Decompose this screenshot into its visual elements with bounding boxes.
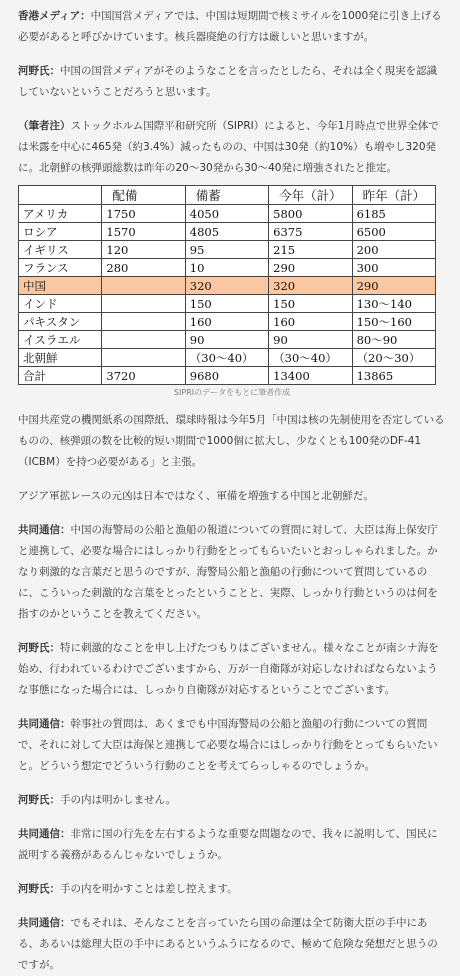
value-cell: 150 (269, 295, 352, 313)
statement-text: アジア軍拡レースの元凶は日本ではなく、軍備を増強する中国と北朝鮮だ。 (18, 490, 374, 502)
paragraph (18, 824, 446, 866)
table-caption: SIPRIのデータをもとに筆者作成 (173, 388, 291, 397)
value-cell: 10 (185, 259, 268, 277)
value-cell: 4805 (185, 223, 268, 241)
statement-text: 幹事社の質問は、あくまでも中国海警局の公船と漁船の行動についての質問で、それに対して大臣は海保と連携して必要な場合にはしっかり行動をとってもらいたいと。どういう想定でどういう行動のことを考えてらっしゃるのでしょうか。 (18, 718, 438, 772)
paragraph (18, 520, 446, 625)
paragraph (18, 790, 446, 811)
value-cell (102, 295, 185, 313)
value-cell: （30～40） (269, 349, 352, 367)
paragraph (18, 486, 446, 507)
body-section (18, 410, 446, 976)
country-cell: フランス (19, 259, 102, 277)
intro-section (18, 6, 446, 179)
value-cell: 290 (269, 259, 352, 277)
value-cell: 150～160 (352, 313, 435, 331)
paragraph (18, 714, 446, 777)
speaker-label: 河野氏： (18, 642, 60, 654)
value-cell: 4050 (185, 205, 268, 223)
value-cell: 320 (269, 277, 352, 295)
country-cell: インド (19, 295, 102, 313)
speaker-label: 河野氏： (18, 794, 60, 806)
statement-text: 手の内を明かすことは差し控えます。 (60, 883, 238, 895)
table-row (19, 277, 436, 295)
value-cell: 95 (185, 241, 268, 259)
value-cell: 300 (352, 259, 435, 277)
table-header-cell: 備蓄 (185, 186, 268, 205)
table-row (19, 205, 436, 223)
value-cell: 215 (269, 241, 352, 259)
table-header-row (19, 186, 436, 205)
country-cell: 中国 (19, 277, 102, 295)
value-cell (102, 331, 185, 349)
statement-text: 中国の国営メディアがそのようなことを言ったとしたら、それは全く現実を認識していないということだろうと思います。 (18, 65, 438, 98)
value-cell: 6375 (269, 223, 352, 241)
statement-text: 特に刺激的なことを申し上げたつもりはございません。様々なことが南シナ海を始め、行われているわけでございますから、万が一自衛隊が対応しなければならないような事態になった場合には、しっかり自衛隊が対応するということでございます。 (18, 642, 439, 696)
table-row (19, 259, 436, 277)
value-cell: 1570 (102, 223, 185, 241)
table-header-cell: 配備 (102, 186, 185, 205)
table-row (19, 349, 436, 367)
speaker-label: 河野氏： (18, 883, 60, 895)
value-cell: 90 (185, 331, 268, 349)
table-header-cell: 今年（計） (269, 186, 352, 205)
table-header-cell (19, 186, 102, 205)
speaker-label: （筆者注） (18, 120, 71, 132)
value-cell: 320 (185, 277, 268, 295)
table-header-cell: 昨年（計） (352, 186, 435, 205)
value-cell: （30～40） (185, 349, 268, 367)
table-row (19, 313, 436, 331)
country-cell: ロシア (19, 223, 102, 241)
paragraph (18, 638, 446, 701)
speaker-label: 共同通信： (18, 718, 71, 730)
value-cell (102, 277, 185, 295)
table-row (19, 295, 436, 313)
warhead-table (18, 185, 436, 385)
value-cell: 6500 (352, 223, 435, 241)
country-cell: 北朝鮮 (19, 349, 102, 367)
speaker-label: 河野氏： (18, 65, 60, 77)
value-cell: 13400 (269, 367, 352, 385)
value-cell: 150 (185, 295, 268, 313)
value-cell (102, 349, 185, 367)
value-cell: 160 (185, 313, 268, 331)
value-cell: 130～140 (352, 295, 435, 313)
speaker-label: 共同通信： (18, 524, 71, 536)
value-cell (102, 313, 185, 331)
value-cell: 9680 (185, 367, 268, 385)
statement-text: 中国国営メディアでは、中国は短期間で核ミサイルを1000発に引き上げる必要があると呼びかけています。核兵器廃絶の行方は厳しいと思いますが。 (18, 10, 442, 43)
table-row (19, 241, 436, 259)
table-row (19, 331, 436, 349)
country-cell: パキスタン (19, 313, 102, 331)
value-cell: 200 (352, 241, 435, 259)
table-row (19, 367, 436, 385)
value-cell: 90 (269, 331, 352, 349)
country-cell: 合計 (19, 367, 102, 385)
country-cell: イギリス (19, 241, 102, 259)
value-cell: （20～30） (352, 349, 435, 367)
statement-text: 中国共産党の機関紙系の国際紙、環球時報は今年5月「中国は核の先制使用を否定しているものの、核弾頭の数を比較的短い期間で1000個に拡大し、少なくとも100発のDF-41（ICBM）を持つ必要がある」と主張。 (18, 414, 445, 468)
table-body (19, 205, 436, 385)
country-cell: アメリカ (19, 205, 102, 223)
value-cell: 3720 (102, 367, 185, 385)
value-cell: 13865 (352, 367, 435, 385)
statement-text: ストックホルム国際平和研究所（SIPRI）によると、今年1月時点で世界全体では米露を中心に465発（約3.4%）減ったものの、中国は30発（約10%）も増やし320発に。北朝鮮の核弾頭総数は昨年の20～30発から30～40発に増強されたと推定。 (18, 120, 439, 174)
value-cell: 5800 (269, 205, 352, 223)
paragraph (18, 116, 446, 179)
statement-text: でもそれは、そんなことを言っていたら国の命運は全て防衛大臣の手中にある、あるいは総理大臣の手中にあるというふうになるので、極めて危険な発想だと思うのですが。 (18, 917, 438, 971)
speaker-label: 香港メディア： (18, 10, 91, 22)
country-cell: イスラエル (19, 331, 102, 349)
paragraph (18, 410, 446, 473)
paragraph (18, 6, 446, 48)
statement-text: 非常に国の行先を左右するような重要な問題なので、我々に説明して、国民に説明する義務があるんじゃないでしょうか。 (18, 828, 438, 861)
value-cell: 80～90 (352, 331, 435, 349)
statement-text: 中国の海警局の公船と漁船の報道についての質問に対して、大臣は海上保安庁と連携して、必要な場合にはしっかり行動をとってもらいたいとおっしゃられました。かなり刺激的な言葉だと思うのですが、海警局公船と漁船の行動について質問しているのに、こういった刺激的な言葉をとったということと、実際、しっかり行動というのは何を指すのかということを教えてください。 (18, 524, 438, 620)
value-cell: 290 (352, 277, 435, 295)
paragraph (18, 879, 446, 900)
value-cell: 160 (269, 313, 352, 331)
statement-text: 手の内は明かしません。 (60, 794, 177, 806)
value-cell: 280 (102, 259, 185, 277)
paragraph (18, 61, 446, 103)
speaker-label: 共同通信： (18, 828, 71, 840)
value-cell: 6185 (352, 205, 435, 223)
speaker-label: 共同通信： (18, 917, 71, 929)
table-row (19, 223, 436, 241)
value-cell: 1750 (102, 205, 185, 223)
value-cell: 120 (102, 241, 185, 259)
